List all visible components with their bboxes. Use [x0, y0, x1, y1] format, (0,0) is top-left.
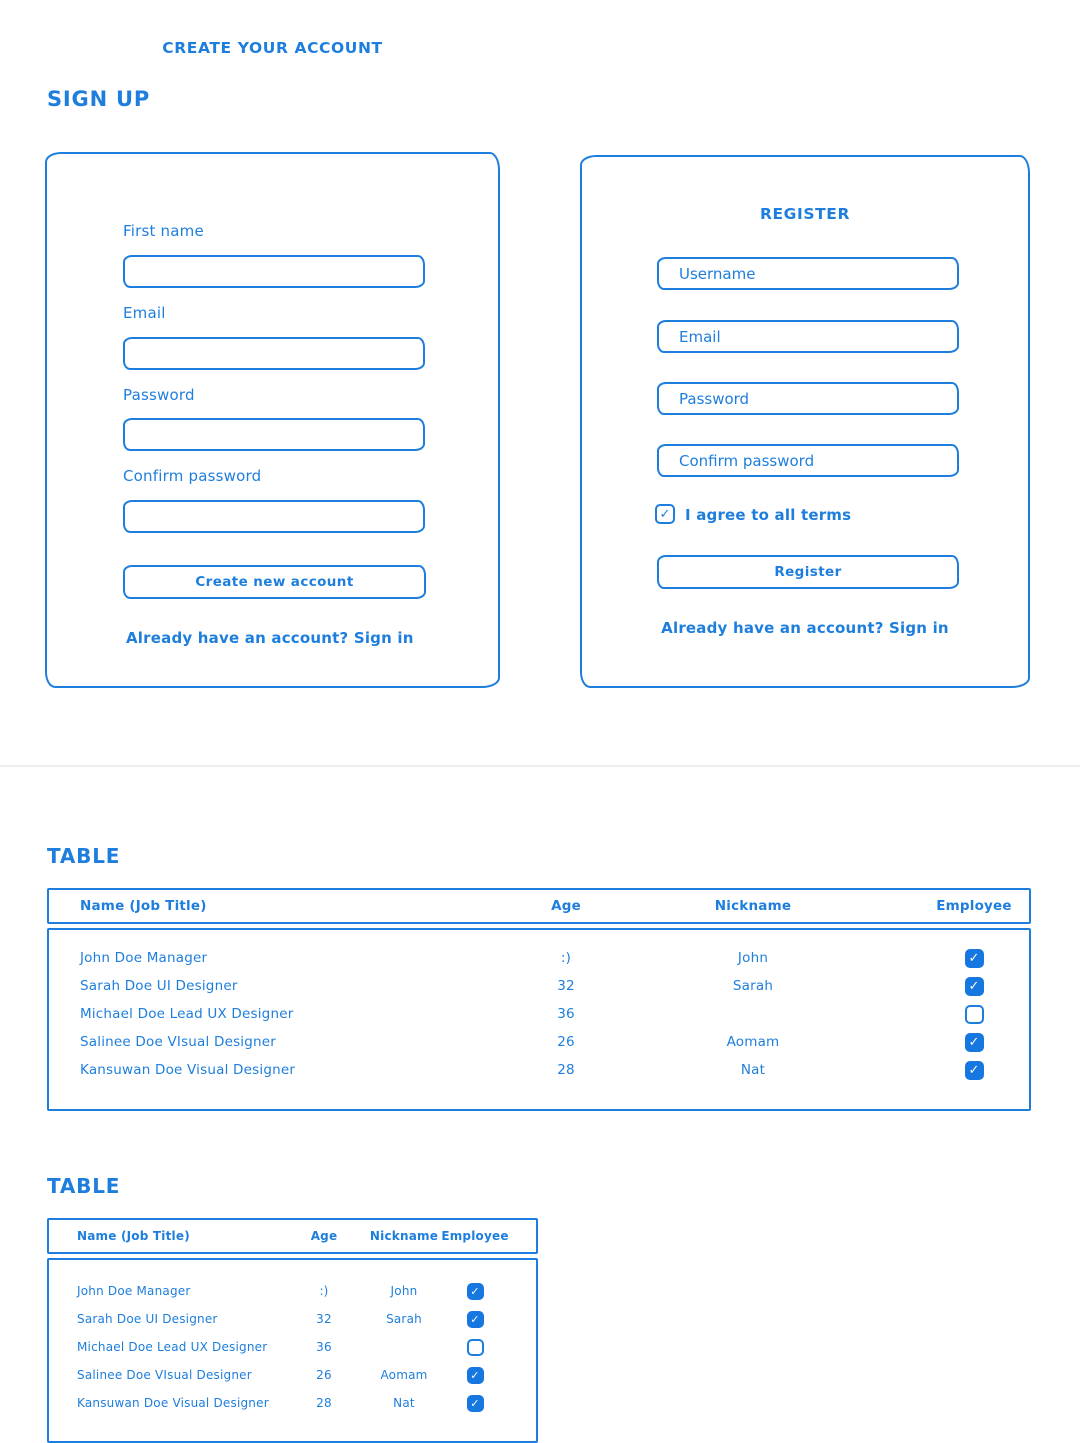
create-account-title: CREATE YOUR ACCOUNT [162, 39, 383, 57]
confirm-password-input[interactable] [123, 500, 425, 533]
employee-checkbox[interactable]: ✓ [965, 977, 984, 996]
employee-age-cell: :) [560, 950, 572, 966]
column-header-employee: Employee [441, 1229, 509, 1243]
table-header [47, 1218, 538, 1254]
column-header-age: Age [310, 1229, 338, 1243]
password-input[interactable] [657, 382, 959, 415]
signin-link[interactable]: Already have an account? Sign in [126, 629, 414, 647]
employee-table-small [47, 1218, 538, 1443]
employee-age-cell: 36 [316, 1340, 332, 1354]
employee-age-cell: 36 [557, 1006, 575, 1022]
signin-link[interactable]: Already have an account? Sign in [661, 619, 949, 637]
employee-name-cell: Sarah Doe UI Designer [80, 978, 238, 994]
employee-age-cell: 28 [316, 1396, 332, 1410]
table-row [49, 1361, 536, 1389]
register-card [580, 155, 1030, 688]
employee-nickname-cell: Aomam [380, 1368, 428, 1382]
terms-checkbox[interactable] [655, 504, 675, 524]
table-heading: TABLE [47, 844, 121, 868]
employee-checkbox[interactable]: ✓ [467, 1367, 484, 1384]
employee-checkbox[interactable]: ✓ [467, 1311, 484, 1328]
section-divider [0, 765, 1080, 767]
employee-nickname-cell: John [390, 1284, 418, 1298]
column-header-name: Name (Job Title) [80, 898, 207, 914]
confirm-password-label: Confirm password [123, 467, 262, 485]
email-input[interactable] [657, 320, 959, 353]
employee-checkbox[interactable]: ✓ [467, 1283, 484, 1300]
confirm-password-input[interactable] [657, 444, 959, 477]
table-row [49, 944, 1029, 972]
employee-checkbox[interactable]: ✓ [965, 949, 984, 968]
register-title: REGISTER [759, 205, 851, 223]
employee-name-cell: Sarah Doe UI Designer [77, 1312, 218, 1326]
table-heading: TABLE [47, 1174, 121, 1198]
employee-checkbox-cell [449, 1283, 536, 1300]
employee-nickname-cell: John [737, 950, 769, 966]
first-name-input[interactable] [123, 255, 425, 288]
table-row [49, 1305, 536, 1333]
employee-checkbox-cell [863, 949, 1029, 968]
employee-checkbox-cell [449, 1395, 536, 1412]
employee-nickname-cell: Nat [740, 1062, 766, 1078]
employee-nickname-cell: Sarah [386, 1312, 422, 1326]
employee-checkbox-cell [449, 1367, 536, 1384]
create-account-button[interactable]: Create new account [123, 565, 426, 599]
employee-checkbox[interactable]: ✓ [467, 1395, 484, 1412]
signup-heading: SIGN UP [47, 87, 151, 111]
table-row [49, 972, 1029, 1000]
employee-checkbox-cell [863, 1061, 1029, 1080]
register-button[interactable]: Register [657, 555, 959, 589]
column-header-nickname: Nickname [714, 898, 792, 914]
employee-age-cell: :) [319, 1284, 329, 1298]
terms-label: I agree to all terms [685, 506, 852, 524]
table-row [49, 1389, 536, 1417]
check-icon: ✓ [659, 506, 671, 522]
employee-name-cell: Salinee Doe VIsual Designer [80, 1034, 277, 1050]
employee-name-cell: John Doe Manager [80, 950, 208, 966]
column-header-employee: Employee [936, 898, 1012, 914]
employee-name-cell: Kansuwan Doe Visual Designer [77, 1396, 269, 1410]
table-row [49, 1056, 1029, 1084]
employee-age-cell: 26 [316, 1368, 332, 1382]
employee-age-cell: 32 [557, 978, 575, 994]
employee-age-cell: 32 [316, 1312, 332, 1326]
employee-checkbox[interactable]: ✓ [965, 1061, 984, 1080]
employee-name-cell: Michael Doe Lead UX Designer [77, 1340, 268, 1354]
first-name-label: First name [123, 222, 204, 240]
table-row [49, 1028, 1029, 1056]
employee-nickname-cell: Nat [393, 1396, 415, 1410]
employee-age-cell: 26 [557, 1034, 575, 1050]
employee-table-large [47, 888, 1031, 1111]
table-row [49, 1277, 536, 1305]
employee-age-cell: 28 [557, 1062, 575, 1078]
employee-name-cell: Kansuwan Doe Visual Designer [80, 1062, 296, 1078]
table-row [49, 1000, 1029, 1028]
employee-checkbox[interactable] [965, 1005, 984, 1024]
column-header-name: Name (Job Title) [77, 1229, 190, 1243]
password-label: Password [123, 386, 195, 404]
employee-checkbox-cell [449, 1311, 536, 1328]
employee-nickname-cell: Sarah [732, 978, 774, 994]
employee-checkbox-cell [449, 1339, 536, 1356]
password-input[interactable] [123, 418, 425, 451]
column-header-age: Age [551, 898, 581, 914]
username-input[interactable] [657, 257, 959, 290]
employee-name-cell: John Doe Manager [77, 1284, 191, 1298]
employee-checkbox[interactable]: ✓ [965, 1033, 984, 1052]
employee-name-cell: Michael Doe Lead UX Designer [80, 1006, 294, 1022]
employee-checkbox-cell [863, 977, 1029, 996]
employee-checkbox-cell [863, 1005, 1029, 1024]
employee-checkbox-cell [863, 1033, 1029, 1052]
table-body [47, 1258, 538, 1443]
table-body [47, 928, 1031, 1111]
table-row [49, 1333, 536, 1361]
email-label: Email [123, 304, 166, 322]
employee-nickname-cell: Aomam [726, 1034, 780, 1050]
employee-name-cell: Salinee Doe VIsual Designer [77, 1368, 252, 1382]
column-header-nickname: Nickname [369, 1229, 439, 1243]
email-input[interactable] [123, 337, 425, 370]
table-header [47, 888, 1031, 924]
employee-checkbox[interactable] [467, 1339, 484, 1356]
